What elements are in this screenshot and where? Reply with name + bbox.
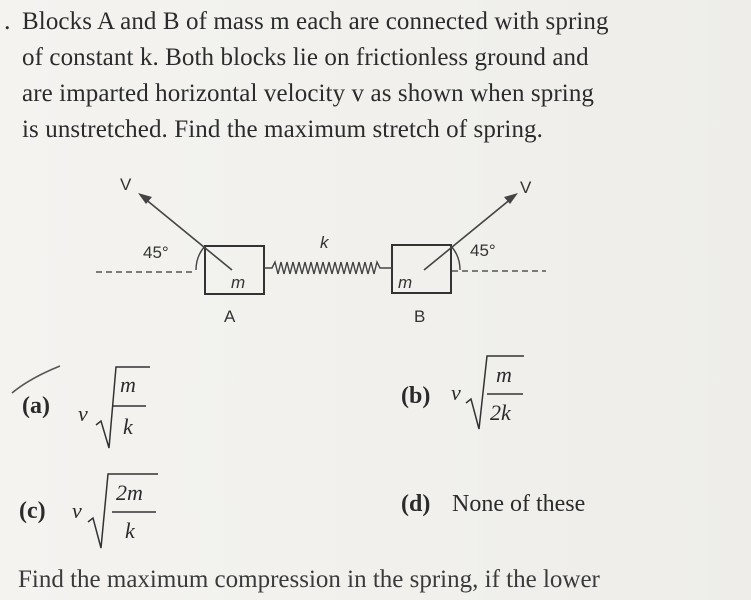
option-d-text: None of these	[452, 491, 586, 517]
option-b-numerator: m	[496, 362, 512, 387]
option-d-label: (d)	[401, 491, 431, 517]
question-line-1: Blocks A and B of mass m each are connected with spring	[22, 8, 609, 35]
option-b-label: (b)	[401, 383, 431, 409]
option-c-numerator: 2m	[116, 480, 143, 505]
angle-arc-a	[196, 246, 205, 270]
velocity-label-b: V	[520, 178, 532, 197]
mass-label-a: m	[231, 273, 246, 292]
option-b-denominator: 2k	[490, 400, 511, 425]
block-label-a: A	[224, 307, 236, 326]
velocity-arrow-b	[424, 198, 512, 270]
option-c-factor: v	[72, 498, 82, 523]
option-a-numerator: m	[120, 372, 136, 397]
spring-constant-label: k	[320, 233, 329, 252]
pencil-tick	[12, 366, 60, 393]
question-line-2: of constant k. Both blocks lie on frictionless ground and	[22, 44, 589, 71]
mass-label-b: m	[398, 273, 413, 292]
angle-label-a: 45°	[143, 243, 169, 262]
angle-label-b: 45°	[470, 241, 496, 260]
angle-arc-b	[451, 246, 460, 270]
velocity-label-a: V	[120, 175, 132, 194]
question-line-3: are imparted horizontal velocity v as shown when spring	[22, 80, 595, 107]
option-c-label: (c)	[19, 498, 46, 524]
question-line-4: is unstretched. Find the maximum stretch of spring.	[22, 116, 543, 143]
bullet-mark: .	[4, 6, 11, 35]
option-b-factor: v	[451, 380, 461, 405]
option-a-denominator: k	[123, 414, 133, 439]
block-label-b: B	[414, 307, 426, 326]
option-c-denominator: k	[125, 518, 135, 543]
next-question-line: Find the maximum compression in the spring, if the lower	[18, 566, 600, 593]
spring	[264, 262, 392, 274]
option-a-label: (a)	[22, 393, 50, 419]
option-a-factor: v	[78, 401, 88, 426]
